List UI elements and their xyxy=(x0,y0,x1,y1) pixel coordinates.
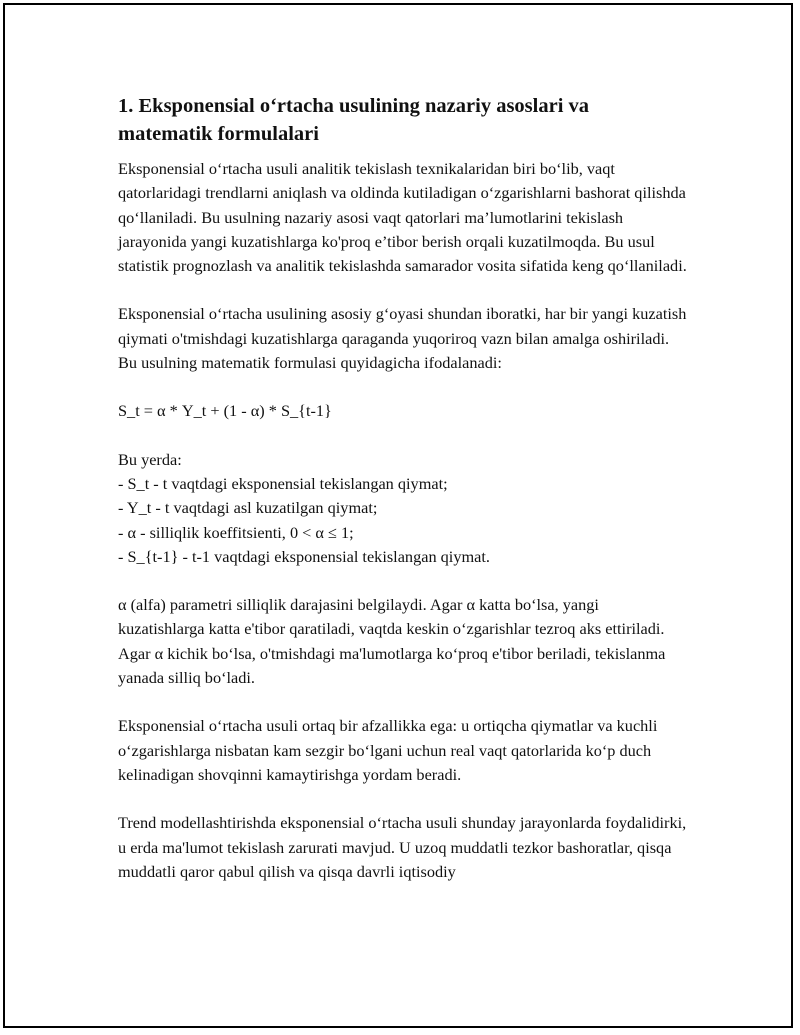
definition-item: - S_t - t vaqtdagi eksponensial tekislangan qiymat; xyxy=(118,472,688,496)
paragraph-gap xyxy=(118,787,688,811)
definitions-intro: Bu yerda: xyxy=(118,449,182,469)
definition-item: - α - silliqlik koeffitsienti, 0 < α ≤ 1; xyxy=(118,521,688,545)
definition-item: - S_{t-1} - t-1 vaqtdagi eksponensial tekislangan qiymat. xyxy=(118,545,688,569)
paragraph-intro: Eksponensial o‘rtacha usuli analitik tekislash texnikalaridan biri bo‘lib, vaqt qatorlaridagi trendlarni aniqlash va oldinda kutiladigan o‘zgarishlarni bashorat qilishda qo‘llaniladi. Bu usulning nazariy asosi vaqt qatorlari ma’lumotlarini tekislash jarayonida yangi kuzatishlarga ko'proq e’tibor berish orqali kuzatilmoqda. Bu usul statistik prognozlash va analitik tekislashda samarador vosita sifatida keng qo‘llaniladi. xyxy=(118,159,687,276)
paragraph-alpha: α (alfa) parametri silliqlik darajasini belgilaydi. Agar α katta bo‘lsa, yangi kuzatishlarga katta e'tibor qaratiladi, vaqtda keskin o‘zgarishlar tezroq aks ettiriladi. Agar α kichik bo‘lsa, o'tmishdagi ma'lumotlarga ko‘proq e'tibor beriladi, tekislanma yanada silliq bo‘ladi. xyxy=(118,595,666,688)
section-heading: 1. Eksponensial o‘rtacha usulining nazariy asoslari va matematik formulalari xyxy=(118,95,590,145)
definitions-list xyxy=(118,472,688,569)
paragraph-advantage: Eksponensial o‘rtacha usuli ortaq bir afzallikka ega: u ortiqcha qiymatlar va kuchli o‘zgarishlarga nisbatan kam sezgir bo‘lgani uchun real vaqt qatorlarida ko‘p duch kelinadigan shovqinni kamaytirishga yordam beradi. xyxy=(118,716,658,784)
definition-item: - Y_t - t vaqtdagi asl kuzatilgan qiymat; xyxy=(118,496,688,520)
formula: S_t = α * Y_t + (1 - α) * S_{t-1} xyxy=(118,401,332,421)
paragraph-gap xyxy=(118,278,688,302)
paragraph-trend: Trend modellashtirishda eksponensial o‘rtacha usuli shunday jarayonlarda foydalidirki, u erda ma'lumot tekislash zarurati mavjud. U uzoq muddatli tezkor bashoratlar, qisqa muddatli qaror qabul qilish va qisqa davrli iqtisodiy xyxy=(118,813,687,881)
document-body xyxy=(118,92,688,884)
paragraph-gap xyxy=(118,690,688,714)
paragraph-gap xyxy=(118,375,688,399)
paragraph-gap xyxy=(118,424,688,448)
paragraph-gap xyxy=(118,569,688,593)
paragraph-idea: Eksponensial o‘rtacha usulining asosiy g‘oyasi shundan iboratki, har bir yangi kuzatish qiymati o'tmishdagi kuzatishlarga qaraganda yuqoriroq vazn bilan amalga oshiriladi. Bu usulning matematik formulasi quyidagicha ifodalanadi: xyxy=(118,304,687,373)
